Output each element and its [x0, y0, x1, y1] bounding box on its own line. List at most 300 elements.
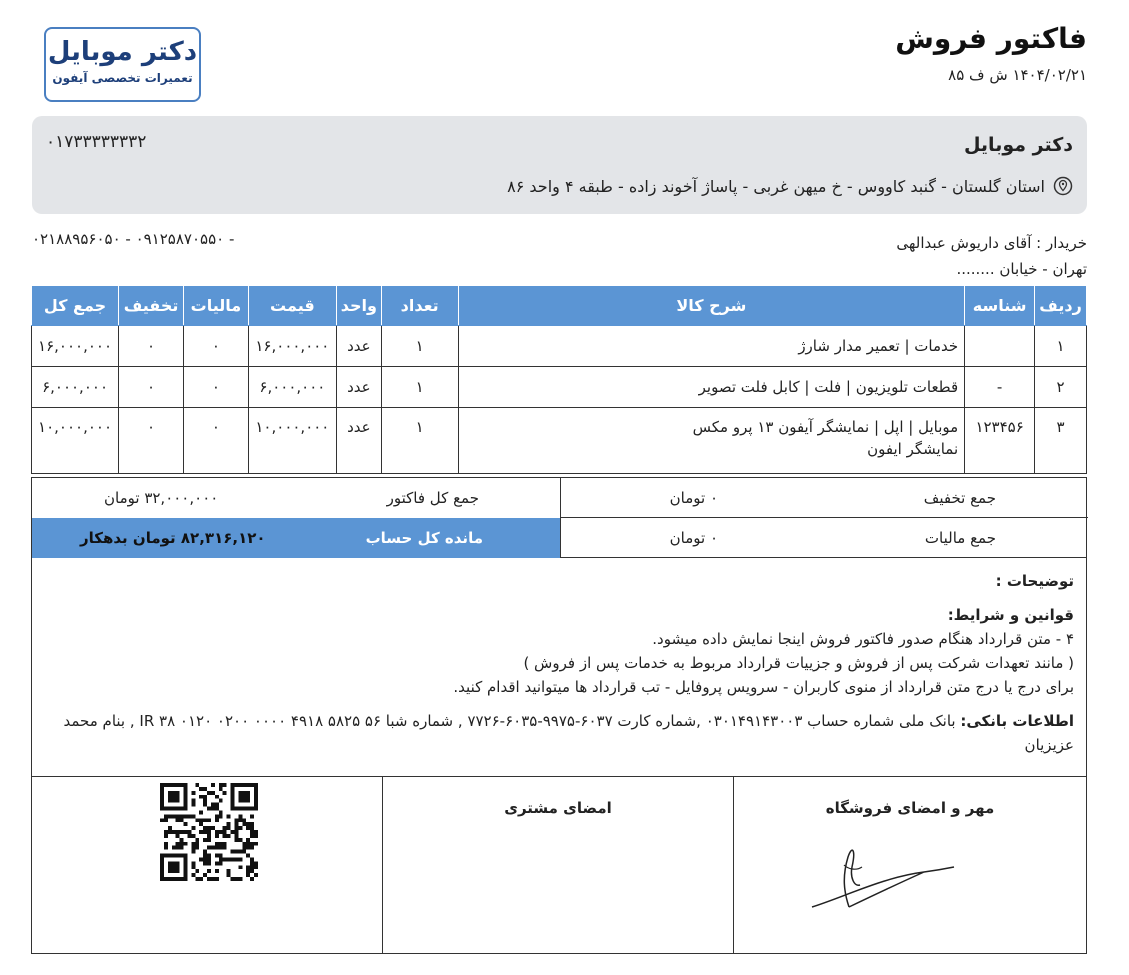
qr-module [223, 826, 227, 830]
qr-module [172, 783, 176, 787]
qr-module [238, 818, 242, 822]
qr-module [254, 861, 258, 865]
qr-module [184, 787, 188, 791]
cell-tax: ۰ [184, 326, 249, 367]
qr-module [211, 791, 215, 795]
qr-module [219, 783, 223, 787]
qr-module [184, 877, 188, 881]
qr-module [250, 814, 254, 818]
qr-module [164, 807, 168, 811]
qr-module [234, 818, 238, 822]
qr-module [231, 803, 235, 807]
qr-module [191, 873, 195, 877]
qr-module [246, 842, 250, 846]
qr-module [242, 818, 246, 822]
qr-module [176, 814, 180, 818]
qr-module [184, 830, 188, 834]
qr-module [246, 869, 250, 873]
qr-module [250, 783, 254, 787]
qr-module [234, 877, 238, 881]
qr-module [176, 834, 180, 838]
qr-module [164, 834, 168, 838]
qr-module [184, 822, 188, 826]
cell-price: ۱۰,۰۰۰,۰۰۰ [248, 408, 336, 474]
col-header-row: ردیف [1035, 286, 1087, 326]
qr-module [211, 826, 215, 830]
qr-module [246, 865, 250, 869]
qr-module [254, 865, 258, 869]
qr-module [242, 795, 246, 799]
qr-module [164, 846, 168, 850]
qr-module [219, 814, 223, 818]
qr-module [238, 865, 242, 869]
qr-code-icon [160, 783, 258, 881]
qr-module [184, 783, 188, 787]
buyer-phones: ۰۲۱۸۸۹۵۶۰۵۰ - ۰۹۱۲۵۸۷۰۵۵۰ - [32, 230, 235, 248]
qr-module [187, 814, 191, 818]
qr-module [168, 877, 172, 881]
col-header-total: جمع کل [32, 286, 119, 326]
qr-module [231, 787, 235, 791]
qr-module [164, 854, 168, 858]
qr-module [238, 807, 242, 811]
qr-module [168, 799, 172, 803]
qr-module [250, 822, 254, 826]
qr-module [199, 822, 203, 826]
store-signature-box [734, 777, 1086, 953]
tax-total-label: جمع مالیات [924, 529, 996, 547]
cell-qty: ۱ [381, 326, 458, 367]
qr-module [238, 857, 242, 861]
qr-code-box [32, 777, 384, 953]
qr-module [250, 869, 254, 873]
qr-module [211, 877, 215, 881]
qr-module [242, 822, 246, 826]
qr-module [254, 799, 258, 803]
qr-module [160, 795, 164, 799]
qr-module [250, 857, 254, 861]
cell-id: - [965, 367, 1035, 408]
qr-module [180, 783, 184, 787]
qr-module [250, 877, 254, 881]
col-header-discount: تخفیف [119, 286, 184, 326]
terms-line: ( مانند تعهدات شرکت پس از فروش و جزییات قرارداد مربوط به خدمات پس از فروش ) [523, 654, 1074, 672]
customer-signature-label: امضای مشتری [504, 799, 612, 817]
qr-module [199, 810, 203, 814]
qr-module [234, 857, 238, 861]
balance-value: ۸۲,۳۱۶,۱۲۰ تومان بدهکار [80, 529, 266, 547]
invoice-number-date: ۱۴۰۴/۰۲/۲۱ ش ف ۸۵ [948, 66, 1087, 84]
qr-module [207, 877, 211, 881]
qr-module [246, 822, 250, 826]
qr-module [180, 877, 184, 881]
cell-discount: ۰ [119, 326, 184, 367]
qr-module [199, 830, 203, 834]
qr-module [187, 830, 191, 834]
qr-module [223, 846, 227, 850]
qr-module [184, 803, 188, 807]
qr-module [207, 830, 211, 834]
qr-module [254, 807, 258, 811]
signatures-section [31, 776, 1087, 954]
qr-module [250, 807, 254, 811]
balance-label: مانده کل حساب [365, 529, 483, 547]
qr-module [250, 861, 254, 865]
qr-module [215, 830, 219, 834]
qr-module [207, 846, 211, 850]
qr-module [227, 869, 231, 873]
qr-module [160, 869, 164, 873]
seller-phone: ۰۱۷۳۳۳۳۳۳۳۲ [46, 132, 147, 152]
qr-module [207, 861, 211, 865]
qr-module [215, 818, 219, 822]
qr-module [219, 846, 223, 850]
qr-module [191, 850, 195, 854]
qr-module [238, 838, 242, 842]
qr-module [234, 783, 238, 787]
qr-module [215, 803, 219, 807]
qr-module [172, 814, 176, 818]
qr-module [164, 877, 168, 881]
qr-module [180, 818, 184, 822]
seller-box [32, 116, 1087, 214]
qr-module [211, 807, 215, 811]
cell-discount: ۰ [119, 367, 184, 408]
cell-price: ۱۶,۰۰۰,۰۰۰ [248, 326, 336, 367]
qr-module [168, 783, 172, 787]
qr-module [164, 830, 168, 834]
qr-module [160, 865, 164, 869]
qr-module [254, 830, 258, 834]
qr-module [191, 842, 195, 846]
qr-module [160, 783, 164, 787]
cell-row: ۱ [1035, 326, 1087, 367]
qr-module [176, 795, 180, 799]
qr-module [191, 834, 195, 838]
qr-module [242, 846, 246, 850]
cell-discount: ۰ [119, 408, 184, 474]
qr-module [211, 846, 215, 850]
qr-module [203, 799, 207, 803]
qr-module [172, 791, 176, 795]
qr-module [215, 834, 219, 838]
qr-module [199, 818, 203, 822]
seller-address-text: استان گلستان - گنبد کاووس - خ میهن غربی - پاساژ آخوند زاده - طبقه ۴ واحد ۸۶ [507, 176, 1045, 196]
qr-module [234, 838, 238, 842]
qr-module [207, 791, 211, 795]
qr-module [238, 799, 242, 803]
qr-module [231, 850, 235, 854]
qr-module [180, 814, 184, 818]
qr-module [215, 795, 219, 799]
qr-module [207, 857, 211, 861]
qr-module [246, 799, 250, 803]
table-row [32, 367, 1087, 408]
qr-module [234, 830, 238, 834]
qr-module [172, 799, 176, 803]
cell-row: ۲ [1035, 367, 1087, 408]
qr-module [246, 807, 250, 811]
notes-label: توضیحات : [995, 572, 1074, 590]
qr-module [160, 877, 164, 881]
qr-module [219, 810, 223, 814]
qr-module [250, 842, 254, 846]
bank-info [44, 709, 1074, 757]
qr-module [246, 846, 250, 850]
qr-module [184, 795, 188, 799]
cell-total: ۱۰,۰۰۰,۰۰۰ [32, 408, 119, 474]
qr-module [207, 838, 211, 842]
qr-module [176, 783, 180, 787]
bank-label: اطلاعات بانکی: [960, 712, 1074, 730]
qr-module [184, 807, 188, 811]
qr-module [207, 854, 211, 858]
qr-module [242, 791, 246, 795]
qr-module [215, 846, 219, 850]
qr-module [168, 795, 172, 799]
qr-module [227, 834, 231, 838]
qr-module [215, 877, 219, 881]
qr-module [227, 814, 231, 818]
qr-module [238, 850, 242, 854]
qr-module [164, 818, 168, 822]
qr-module [254, 787, 258, 791]
cell-unit: عدد [336, 367, 381, 408]
qr-module [231, 799, 235, 803]
qr-module [211, 783, 215, 787]
terms-line: برای درج یا درج متن قرارداد از منوی کاربران - سرویس پروفایل - تب قرارداد ها میتوانید اقدام کنید. [453, 678, 1074, 696]
qr-module [238, 877, 242, 881]
qr-module [246, 826, 250, 830]
qr-module [195, 842, 199, 846]
qr-module [223, 834, 227, 838]
qr-module [231, 807, 235, 811]
store-logo [44, 27, 201, 102]
qr-module [231, 830, 235, 834]
qr-module [168, 826, 172, 830]
items-table [31, 285, 1087, 474]
qr-module [242, 799, 246, 803]
qr-module [160, 857, 164, 861]
qr-module [231, 795, 235, 799]
qr-module [242, 783, 246, 787]
cell-total: ۶,۰۰۰,۰۰۰ [32, 367, 119, 408]
qr-module [207, 826, 211, 830]
cell-id: ۱۲۳۴۵۶ [965, 408, 1035, 474]
qr-module [160, 818, 164, 822]
qr-module [191, 826, 195, 830]
cell-desc-main: موبایل | اپل | نمایشگر آیفون ۱۳ پرو مکس [692, 418, 959, 436]
qr-module [246, 791, 250, 795]
discount-total-label: جمع تخفیف [923, 489, 996, 507]
qr-module [250, 846, 254, 850]
qr-module [184, 854, 188, 858]
qr-module [215, 807, 219, 811]
qr-module [160, 791, 164, 795]
qr-module [250, 830, 254, 834]
cell-desc [458, 408, 965, 474]
qr-module [168, 807, 172, 811]
cell-desc: قطعات تلویزیون | فلت | کابل فلت تصویر [458, 367, 965, 408]
qr-module [242, 842, 246, 846]
qr-module [231, 877, 235, 881]
qr-module [219, 857, 223, 861]
qr-module [168, 869, 172, 873]
qr-module [184, 865, 188, 869]
qr-module [176, 830, 180, 834]
col-header-qty: تعداد [381, 286, 458, 326]
cell-id [965, 326, 1035, 367]
qr-module [187, 834, 191, 838]
qr-module [234, 850, 238, 854]
qr-module [223, 842, 227, 846]
col-header-price: قیمت [248, 286, 336, 326]
qr-module [195, 846, 199, 850]
qr-module [180, 842, 184, 846]
qr-module [172, 846, 176, 850]
qr-module [227, 822, 231, 826]
cell-total: ۱۶,۰۰۰,۰۰۰ [32, 326, 119, 367]
qr-module [211, 803, 215, 807]
totals-box [31, 477, 1087, 558]
col-header-desc: شرح کالا [458, 286, 965, 326]
qr-module [180, 846, 184, 850]
qr-module [191, 846, 195, 850]
qr-module [238, 826, 242, 830]
cell-unit: عدد [336, 326, 381, 367]
qr-module [176, 791, 180, 795]
qr-module [203, 830, 207, 834]
cell-tax: ۰ [184, 367, 249, 408]
qr-module [203, 854, 207, 858]
table-row [32, 408, 1087, 474]
location-pin-icon [1053, 176, 1073, 196]
qr-module [250, 834, 254, 838]
qr-module [164, 814, 168, 818]
qr-module [195, 818, 199, 822]
qr-module [199, 877, 203, 881]
qr-module [168, 830, 172, 834]
invoice-title: فاکتور فروش [895, 22, 1087, 55]
qr-module [203, 873, 207, 877]
qr-module [168, 854, 172, 858]
qr-module [160, 807, 164, 811]
qr-module [203, 838, 207, 842]
qr-module [160, 799, 164, 803]
qr-module [215, 814, 219, 818]
qr-module [172, 869, 176, 873]
qr-module [234, 834, 238, 838]
qr-module [231, 783, 235, 787]
cell-tax: ۰ [184, 408, 249, 474]
terms-label: قوانین و شرایط: [947, 606, 1074, 624]
qr-module [160, 873, 164, 877]
qr-module [219, 799, 223, 803]
logo-name: دکتر موبایل [47, 37, 198, 67]
qr-module [176, 861, 180, 865]
cell-unit: عدد [336, 408, 381, 474]
qr-module [238, 783, 242, 787]
qr-module [172, 830, 176, 834]
qr-module [234, 807, 238, 811]
cell-price: ۶,۰۰۰,۰۰۰ [248, 367, 336, 408]
cell-desc: خدمات | تعمیر مدار شارژ [458, 326, 965, 367]
qr-module [254, 791, 258, 795]
qr-module [234, 826, 238, 830]
qr-module [176, 799, 180, 803]
qr-module [172, 861, 176, 865]
qr-module [168, 861, 172, 865]
qr-module [172, 807, 176, 811]
cell-desc-sub: نمایشگر ایفون [867, 440, 959, 458]
qr-module [184, 857, 188, 861]
col-header-tax: مالیات [184, 286, 249, 326]
qr-module [199, 787, 203, 791]
qr-module [246, 873, 250, 877]
signature-image [804, 837, 964, 917]
qr-module [203, 826, 207, 830]
qr-module [191, 865, 195, 869]
qr-module [219, 830, 223, 834]
qr-module [203, 818, 207, 822]
cell-qty: ۱ [381, 367, 458, 408]
qr-module [223, 830, 227, 834]
qr-module [246, 783, 250, 787]
qr-module [203, 803, 207, 807]
qr-module [250, 865, 254, 869]
cell-row: ۳ [1035, 408, 1087, 474]
qr-module [160, 854, 164, 858]
store-signature-label: مهر و امضای فروشگاه [825, 799, 995, 817]
qr-module [215, 854, 219, 858]
qr-module [176, 846, 180, 850]
qr-module [168, 791, 172, 795]
qr-module [254, 834, 258, 838]
table-row [32, 326, 1087, 367]
qr-module [238, 791, 242, 795]
logo-tagline: تعمیرات تخصصی آیفون [52, 71, 193, 85]
qr-module [168, 865, 172, 869]
cell-qty: ۱ [381, 408, 458, 474]
discount-total-value: ۰ تومان [669, 489, 718, 507]
qr-module [180, 854, 184, 858]
qr-module [199, 795, 203, 799]
qr-module [176, 807, 180, 811]
qr-module [176, 869, 180, 873]
qr-module [172, 877, 176, 881]
qr-module [238, 814, 242, 818]
table-header-row [32, 286, 1087, 326]
qr-module [176, 865, 180, 869]
qr-module [164, 842, 168, 846]
qr-module [246, 838, 250, 842]
qr-module [195, 877, 199, 881]
qr-module [203, 861, 207, 865]
qr-module [219, 842, 223, 846]
tax-total-value: ۰ تومان [669, 529, 718, 547]
qr-module [254, 842, 258, 846]
qr-module [254, 795, 258, 799]
qr-module [246, 854, 250, 858]
qr-module [223, 791, 227, 795]
qr-module [238, 795, 242, 799]
invoice-total-label: جمع کل فاکتور [386, 489, 479, 507]
qr-module [164, 783, 168, 787]
qr-module [191, 803, 195, 807]
qr-module [172, 795, 176, 799]
qr-module [180, 838, 184, 842]
qr-module [207, 834, 211, 838]
